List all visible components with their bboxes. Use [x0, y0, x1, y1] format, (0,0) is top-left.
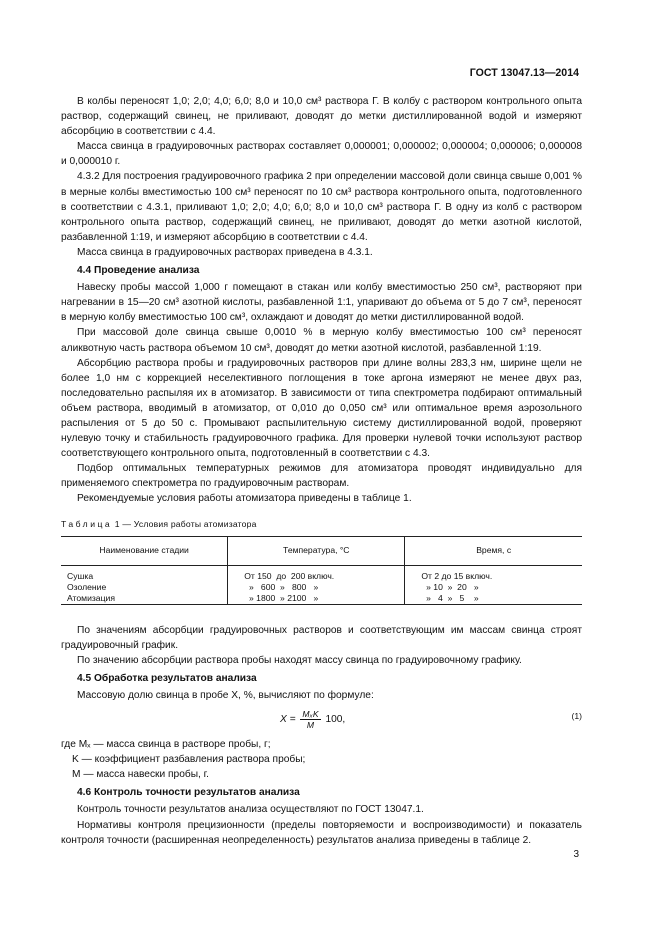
paragraph: В колбы переносят 1,0; 2,0; 4,0; 6,0; 8,0 и 10,0 см³ раствора Г. В колбу с раствором контрольного опыта раствор, содержащий свинец, не приливают, доводят до метки дистиллированной водой и измеряют абсорбцию в соответствии с 4.4. [61, 96, 582, 138]
formula-fraction [300, 709, 320, 730]
table-caption [61, 517, 582, 532]
formula-1 [61, 705, 582, 735]
column-header-stage: Наименование стадии [61, 536, 228, 565]
paragraph: По значению абсорбции раствора пробы находят массу свинца по градуировочному графику. [77, 654, 522, 666]
paragraph: Навеску пробы массой 1,000 г помещают в стакан или колбу вместимостью 250 см³, растворяют при нагревании в 15—20 см³ азотной кислоты, разбавленной 1:1, упаривают до объема от 5 до 7 см³, переносят в мерную колбу вместимостью 100 см³, охлаждают и доводят до метки дистиллированной водой. [61, 282, 582, 324]
column-header-temperature: Температура, °С [228, 536, 405, 565]
table-header-row [61, 536, 582, 565]
paragraph: Масса свинца в градуировочных растворах составляет 0,000001; 0,000002; 0,000004; 0,000006; 0,000008 и 0,000010 г. [61, 141, 582, 168]
cell-stages: Сушка Озоление Атомизация [61, 565, 228, 604]
paragraph: 4.3.2 Для построения градуировочного графика 2 при определении массовой доли свинца свыше 0,001 % в мерные колбы вместимостью 100 см³ переносят по 10 см³ раствора контрольного опыта, подготовленного в соответствии с 4.3.1, приливают 1,0; 2,0; 4,0; 6,0; 8,0 и 10,0 см³ раствора Г. В одну из колб с раствором контрольного опыта раствор, содержащий свинец, не приливают, доводят до метки азотной кислотой, разбавленной 1:19, и измеряют абсорбцию в соответствии с 4.4. [61, 171, 582, 243]
formula-numerator: MₓK [302, 709, 319, 720]
formula-number: (1) [571, 711, 582, 722]
paragraph: Подбор оптимальных температурных режимов для атомизатора проводят индивидуально для применяемого спектрометра по градуировочным растворам. [61, 463, 582, 490]
paragraph: Контроль точности результатов анализа осуществляют по ГОСТ 13047.1. [77, 804, 424, 816]
table-caption-text: 1 — Условия работы атомизатора [114, 518, 257, 529]
paragraph: Абсорбцию раствора пробы и градуировочных растворов при длине волны 283,3 нм, ширине щели не более 1,0 нм с коррекцией неселективного поглощения в токе аргона измеряют не менее двух раз, последовательно распыляя их в атомизатор. В зависимости от типа спектрометра подбирают оптимальный объем раствора, вводимый в атомизатор, от 0,010 до 0,050 см³ или оптимальное время аэрозольного распыления от 5 до 50 с. Промывают распылительную систему дистиллированной водой, проверяют нулевую точку и стабильность градуировочного графика. Для проверки нулевой точки используют раствор соответствующего контрольного опыта, подготовленный в соответствии с 4.3. [61, 357, 582, 460]
atomizer-conditions-table [61, 536, 582, 605]
paragraph: Массовую долю свинца в пробе X, %, вычисляют по формуле: [77, 690, 374, 701]
column-header-time: Время, с [405, 536, 582, 565]
paragraph: Нормативы контроля прецизионности (пределы повторяемости и воспроизводимости) и показатель контроля точности (расширенная неопределенность) результатов анализа приведены в таблице 2. [61, 819, 582, 846]
formula-lhs: X = [280, 714, 296, 726]
table-caption-word: Таблица [61, 518, 113, 529]
document-header: ГОСТ 13047.13—2014 [469, 67, 579, 79]
paragraph: При массовой доле свинца свыше 0,0010 % в мерную колбу вместимостью 100 см³ переносят аликвотную часть раствора объемом 10 см³, доводят до метки азотной кислотой, разбавленной 1:19. [61, 327, 582, 354]
page-number: 3 [573, 849, 579, 860]
paragraph: Масса свинца в градуировочных растворах приведена в 4.3.1. [77, 246, 373, 258]
paragraph: По значениям абсорбции градуировочных растворов и соответствующим им массам свинца строят градуировочный график. [61, 624, 582, 651]
where-line: где Mₓ — масса свинца в растворе пробы, г; [61, 739, 271, 751]
formula-denominator: M [306, 720, 315, 731]
cell-temperatures: От 150 до 200 включ. » 600 » 800 » » 1800 » 2100 » [228, 565, 405, 604]
formula-rhs: 100, [325, 714, 346, 726]
document-body [61, 94, 582, 848]
where-line: K — коэффициент разбавления раствора пробы; [72, 754, 306, 766]
table-row [61, 565, 582, 604]
paragraph: Рекомендуемые условия работы атомизатора приведены в таблице 1. [77, 493, 412, 505]
where-line: M — масса навески пробы, г. [72, 769, 209, 781]
section-heading-4-4: 4.4 Проведение анализа [77, 265, 200, 277]
formula-expression [280, 709, 345, 730]
section-heading-4-5: 4.5 Обработка результатов анализа [77, 672, 257, 684]
section-heading-4-6: 4.6 Контроль точности результатов анализа [77, 787, 300, 799]
cell-times: От 2 до 15 включ. » 10 » 20 » » 4 » 5 » [405, 565, 582, 604]
